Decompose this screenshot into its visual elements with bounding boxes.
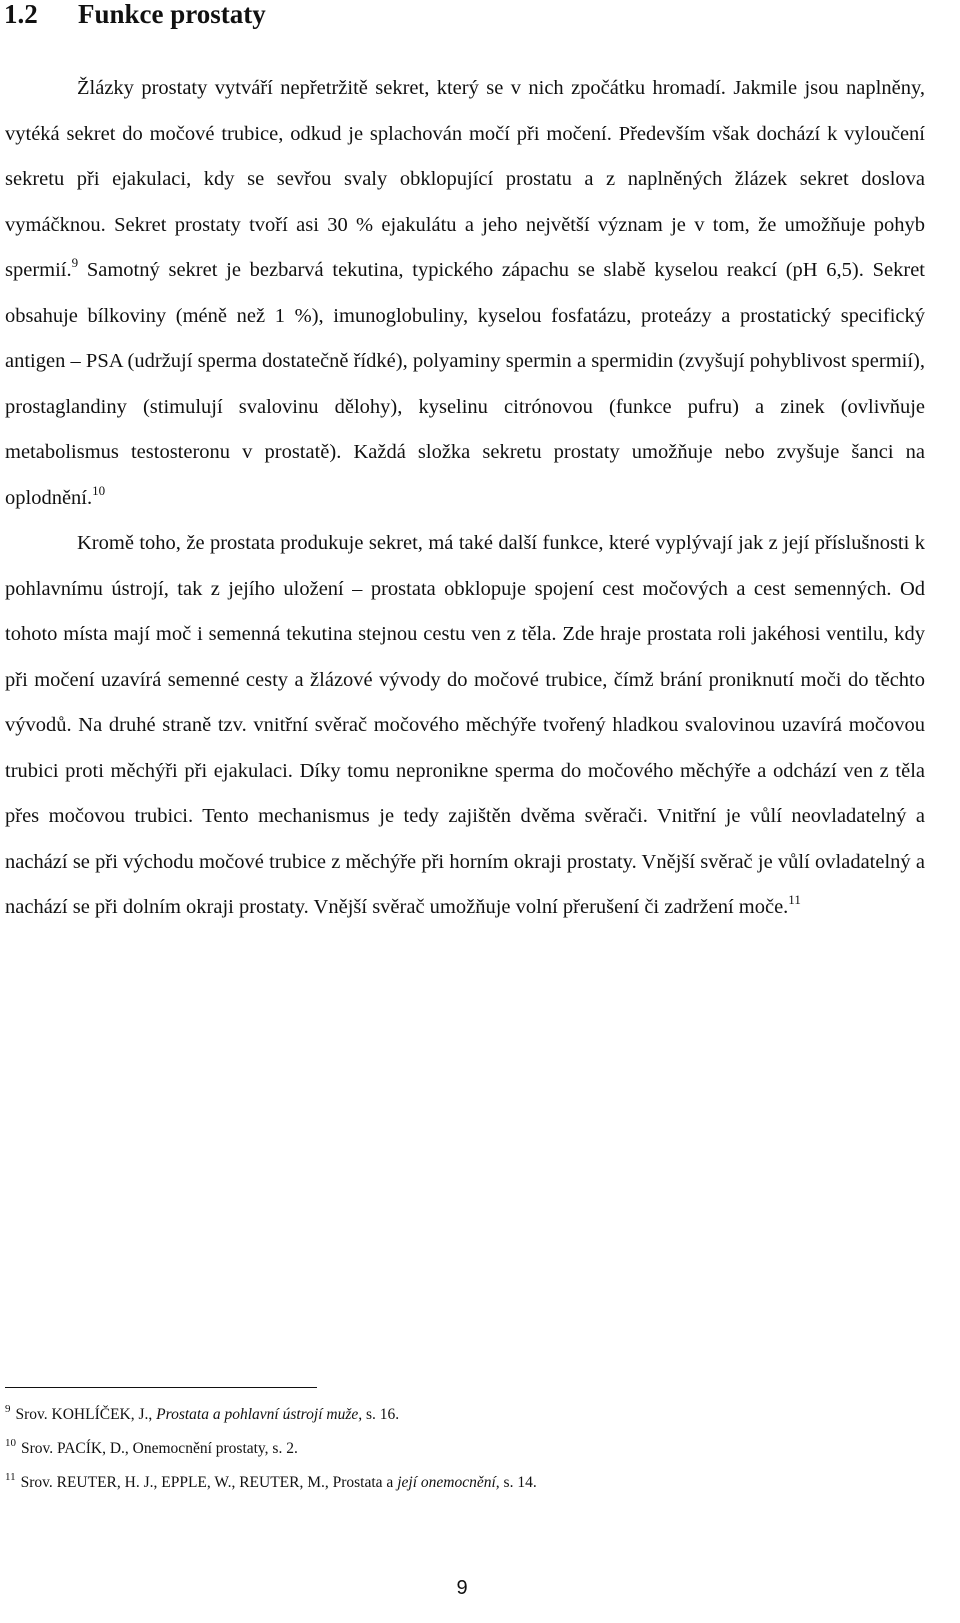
footnote-ref-10: 10 xyxy=(92,482,106,498)
footnote-11 xyxy=(5,1466,905,1500)
body-text xyxy=(5,66,925,931)
footnote-text: Srov. KOHLÍČEK, J., xyxy=(15,1406,157,1423)
section-title: Funkce prostaty xyxy=(78,0,266,29)
footnote-ref-9: 9 xyxy=(71,255,79,270)
footnote-ref-11: 11 xyxy=(788,892,801,907)
footnote-number: 9 xyxy=(5,1403,11,1415)
paragraph-2 xyxy=(5,521,925,931)
footnote-pages: s. 14. xyxy=(499,1474,537,1491)
footnote-title: její onemocnění, xyxy=(397,1474,500,1491)
footnote-9 xyxy=(5,1398,905,1432)
page-number: 9 xyxy=(456,1577,468,1599)
footnote-text: Srov. REUTER, H. J., EPPLE, W., REUTER, M., Prostata a xyxy=(20,1474,398,1491)
footnote-separator xyxy=(5,1387,317,1388)
paragraph-2-text: Kromě toho, že prostata produkuje sekret, má také další funkce, které vyplývají jak z její příslušnosti k pohlavnímu ústrojí, tak z jejího uložení – prostata obklopuje spojení cest močových a cest semenných. Od tohoto místa mají moč i semenná tekutina stejnou cestu ven z těla. Zde hraje prostata roli jakéhosi ventilu, kdy při močení uzavírá semenné cesty a žlázové vývody do močové trubice, čímž brání proniknutí moči do těchto vývodů. Na druhé straně tzv. vnitřní svěrač močového měchýře tvořený hladkou svalovinou uzavírá močovou trubici proti měchýři při ejakulaci. Díky tomu nepronikne sperma do močového měchýře a odchází ven z těla přes močovou trubici. Tento mechanismus je tedy zajištěn dvěma svěrači. Vnitřní je vůlí neovladatelný a nachází se při východu močové trubice z měchýře při horním okraji prostaty. Vnější svěrač je vůlí ovladatelný a nachází se při dolním okraji prostaty. Vnější svěrač umožňuje volní přerušení či zadržení moče. xyxy=(5,532,925,918)
paragraph-1-text-a: Žlázky prostaty vytváří nepřetržitě sekret, který se v nich zpočátku hromadí. Jakmile jsou naplněny, vytéká sekret do močové trubice, odkud je splachován močí při močení. Především však dochází k vyloučení sekretu při ejakulaci, kdy se sevřou svaly obklopující prostatu a z naplněných žlázek sekret doslova vymáčknou. Sekret prostaty tvoří asi 30 % ejakulátu a jeho největší význam je v tom, že umožňuje pohyb spermií. xyxy=(5,77,925,281)
section-heading xyxy=(4,0,266,34)
footnote-pages: s. 16. xyxy=(362,1406,400,1423)
footnote-number: 10 xyxy=(5,1437,16,1449)
section-number: 1.2 xyxy=(4,0,38,29)
paragraph-1 xyxy=(5,66,925,521)
footnote-10 xyxy=(5,1432,905,1466)
footnote-number: 11 xyxy=(5,1471,16,1483)
footnotes xyxy=(5,1398,905,1500)
paragraph-1-text-b: Samotný sekret je bezbarvá tekutina, typického zápachu se slabě kyselou reakcí (pH 6,5). Sekret obsahuje bílkoviny (méně než 1 %), imunoglobuliny, kyselou fosfatázu, proteázy a prostatický specifický antigen – PSA (udržují sperma dostatečně řídké), polyaminy spermin a spermidin (zvyšují pohyblivost spermií), prostaglandiny (stimulují svalovinu dělohy), kyselinu citrónovou (funkce pufru) a zinek (ovlivňuje metabolismus testosteronu v prostatě). Každá složka sekretu prostaty umožňuje nebo zvyšuje šanci na oplodnění. xyxy=(5,259,925,509)
footnote-text: Srov. PACÍK, D., Onemocnění prostaty, s. 2. xyxy=(21,1440,298,1457)
footnote-title: Prostata a pohlavní ústrojí muže, xyxy=(156,1406,363,1423)
